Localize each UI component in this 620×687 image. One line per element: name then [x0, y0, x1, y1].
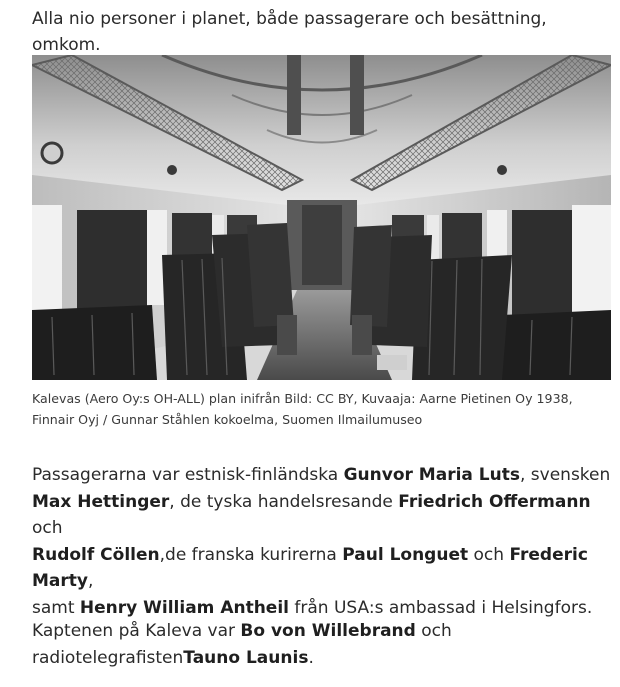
text-segment: och: [32, 518, 63, 538]
crew-paragraph: [32, 618, 617, 671]
person-name: Frederic Marty: [32, 544, 588, 591]
text-segment: samt: [32, 597, 80, 618]
text-segment: .: [308, 647, 314, 668]
text-segment: och: [415, 621, 452, 641]
photo-caption: [32, 388, 617, 430]
text-segment: från USA:s ambassad i Helsingfors.: [289, 597, 593, 618]
person-name: Gunvor Maria Luts: [343, 465, 520, 485]
text-segment: Passagerarna var estnisk-finländska: [32, 465, 344, 485]
person-name: Bo von Willebrand: [240, 621, 416, 641]
person-name: Friedrich Offermann: [398, 491, 591, 512]
text-segment: ,de franska kurirerna: [159, 544, 343, 565]
text-segment: , svensken: [519, 465, 611, 485]
caption-line-2: Finnair Oyj / Gunnar Ståhlen kokoelma, Suomen Ilmailumuseo: [32, 412, 423, 427]
text-segment: , de tyska handelsresande: [169, 491, 399, 512]
text-segment: radiotelegrafisten: [32, 647, 184, 668]
person-name: Max Hettinger: [32, 491, 170, 512]
caption-line-1: Kalevas (Aero Oy:s OH-ALL) plan inifrån Bild: CC BY, Kuvaaja: Aarne Pietinen Oy 1938,: [32, 391, 573, 406]
text-segment: och: [468, 544, 510, 565]
cabin-photo: [32, 55, 611, 380]
text-segment: Kaptenen på Kaleva var: [32, 621, 241, 641]
intro-text: Alla nio personer i planet, både passagerare och besättning, omkom.: [32, 9, 547, 55]
person-name: Henry William Antheil: [79, 597, 289, 618]
person-name: Rudolf Cöllen: [32, 544, 160, 565]
person-name: Paul Longuet: [342, 544, 469, 565]
text-segment: ,: [87, 571, 94, 591]
person-name: Tauno Launis: [183, 647, 309, 668]
cabin-photo-image: [32, 55, 611, 380]
passengers-paragraph: [32, 462, 617, 621]
